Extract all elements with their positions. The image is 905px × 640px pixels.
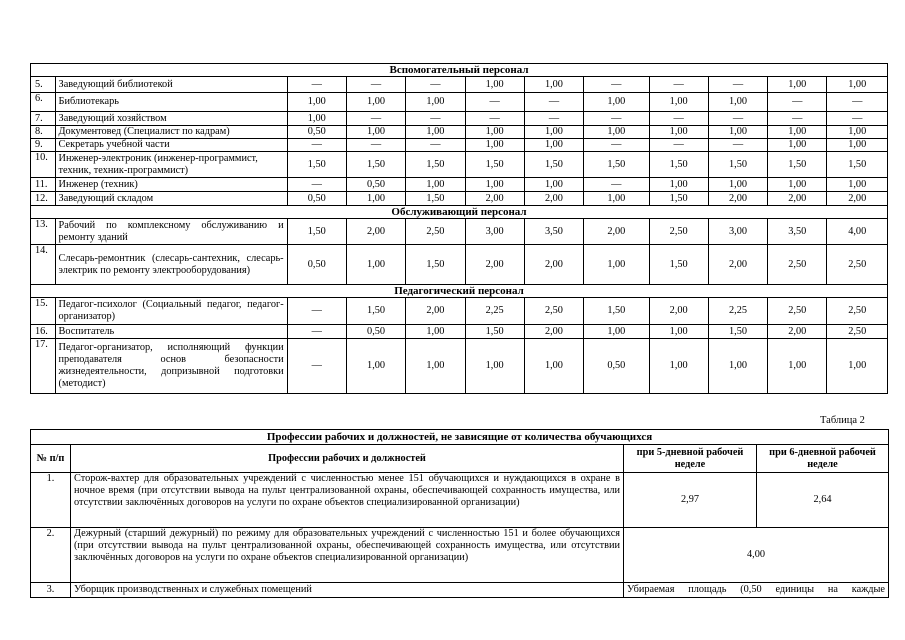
row-position: Педагог-психолог (Социальный педагог, педагог-организатор) xyxy=(55,298,287,325)
row-value: 1,00 xyxy=(406,339,465,394)
row-value: 1,00 xyxy=(768,139,827,152)
row-num: 7. xyxy=(31,112,56,126)
row-position: Слесарь-ремонтник (слесарь-сантехник, слесарь-электрик по ремонту электрооборудования) xyxy=(55,245,287,285)
table-row xyxy=(31,325,888,339)
row-value: 4,00 xyxy=(827,219,888,245)
table-row xyxy=(31,139,888,152)
row-five-day: 2,97 xyxy=(624,473,757,528)
row-value: 1,00 xyxy=(708,339,767,394)
row-value: 2,00 xyxy=(708,245,767,285)
row-num: 5. xyxy=(31,77,56,93)
row-value: 2,50 xyxy=(827,325,888,339)
row-value: — xyxy=(287,178,346,192)
section-heading: Педагогический персонал xyxy=(31,285,888,298)
row-value: 2,50 xyxy=(406,219,465,245)
row-value: 1,00 xyxy=(406,126,465,139)
row-num: 13. xyxy=(31,219,56,245)
row-value: 2,00 xyxy=(346,219,405,245)
row-text: Уборщик производственных и служебных помещений xyxy=(71,583,624,598)
row-value: 2,00 xyxy=(465,192,524,206)
row-value: 1,50 xyxy=(649,192,708,206)
row-value: 1,00 xyxy=(584,93,649,112)
staffing-table xyxy=(30,63,888,394)
table-row xyxy=(31,126,888,139)
header-num: № п/п xyxy=(31,445,71,473)
row-value: — xyxy=(287,77,346,93)
row-text: Сторож-вахтер для образовательных учреждений с численностью менее 151 обучающихся и нуждающихся в охране в ночное время (при отсутствии вывода на пульт централизованной охраны, обеспечивающей сохранность имущества, или отсутствии заключённых договоров на услуги по охране объектов специализированной организации) xyxy=(71,473,624,528)
table-row xyxy=(31,473,889,528)
row-num: 6. xyxy=(31,93,56,112)
row-value: 0,50 xyxy=(584,339,649,394)
row-num: 15. xyxy=(31,298,56,325)
section-row xyxy=(31,206,888,219)
row-num: 1. xyxy=(31,473,71,528)
row-value: 1,50 xyxy=(287,219,346,245)
row-value: 2,50 xyxy=(649,219,708,245)
staffing-table-body xyxy=(31,64,888,394)
row-value: 1,50 xyxy=(524,152,583,178)
row-value: 1,50 xyxy=(406,245,465,285)
professions-table xyxy=(30,429,889,598)
row-value: 0,50 xyxy=(287,192,346,206)
section-heading: Вспомогательный персонал xyxy=(31,64,888,77)
row-value: 2,25 xyxy=(708,298,767,325)
row-text: Дежурный (старший дежурный) по режиму для образовательных учреждений с численностью 151 и более обучающихся (при отсутствии вывода на пульт централизованной охраны, обеспечивающей сохранность имущества, или отсутствии заключённых договоров на услуги по охране объектов специализированной организации) xyxy=(71,528,624,583)
row-value: 2,00 xyxy=(649,298,708,325)
row-value: 2,50 xyxy=(827,245,888,285)
row-value: — xyxy=(649,77,708,93)
row-value: 3,50 xyxy=(768,219,827,245)
row-value: — xyxy=(827,112,888,126)
row-num: 2. xyxy=(31,528,71,583)
row-position: Библиотекарь xyxy=(55,93,287,112)
row-value: 1,50 xyxy=(465,325,524,339)
row-value: 0,50 xyxy=(346,325,405,339)
row-value: 1,00 xyxy=(465,126,524,139)
row-value: — xyxy=(768,93,827,112)
section-row xyxy=(31,285,888,298)
row-value: — xyxy=(584,178,649,192)
section-row xyxy=(31,64,888,77)
row-value: 1,00 xyxy=(287,112,346,126)
row-value: — xyxy=(524,93,583,112)
row-six-day: 2,64 xyxy=(757,473,889,528)
row-position: Воспитатель xyxy=(55,325,287,339)
row-value: 1,00 xyxy=(768,178,827,192)
row-value: 1,50 xyxy=(346,298,405,325)
row-value: 1,00 xyxy=(524,126,583,139)
row-num: 16. xyxy=(31,325,56,339)
header-five-day: при 5-дневной рабочей неделе xyxy=(624,445,757,473)
row-value: 1,50 xyxy=(584,298,649,325)
row-position: Заведующий складом xyxy=(55,192,287,206)
row-value: 2,00 xyxy=(827,192,888,206)
row-value: 1,00 xyxy=(524,178,583,192)
row-value: 1,00 xyxy=(649,93,708,112)
row-value: — xyxy=(768,112,827,126)
row-value: 1,00 xyxy=(584,192,649,206)
row-value: — xyxy=(406,77,465,93)
row-value: — xyxy=(406,139,465,152)
row-value: 1,50 xyxy=(287,152,346,178)
row-value: 1,00 xyxy=(827,77,888,93)
row-value: 1,00 xyxy=(584,126,649,139)
row-value: 1,00 xyxy=(346,93,405,112)
row-value: 2,50 xyxy=(524,298,583,325)
table-row xyxy=(31,178,888,192)
row-value: 1,00 xyxy=(708,126,767,139)
table-row xyxy=(31,583,889,598)
row-value: 1,50 xyxy=(708,325,767,339)
table-row xyxy=(31,93,888,112)
row-value: 1,00 xyxy=(287,93,346,112)
row-both-days: Убираемая площадь (0,50 единицы на каждые xyxy=(624,583,889,598)
row-value: 1,00 xyxy=(465,178,524,192)
row-value: 2,00 xyxy=(584,219,649,245)
row-value: 1,00 xyxy=(827,339,888,394)
row-value: 1,00 xyxy=(768,339,827,394)
row-value: 3,00 xyxy=(465,219,524,245)
row-value: 2,00 xyxy=(708,192,767,206)
row-value: 1,00 xyxy=(406,178,465,192)
row-value: — xyxy=(287,139,346,152)
row-value: 0,50 xyxy=(287,245,346,285)
row-value: — xyxy=(287,325,346,339)
row-value: — xyxy=(584,112,649,126)
row-num: 11. xyxy=(31,178,56,192)
row-position: Рабочий по комплексному обслуживанию и ремонту зданий xyxy=(55,219,287,245)
row-num: 14. xyxy=(31,245,56,285)
row-value: — xyxy=(708,112,767,126)
row-value: — xyxy=(465,112,524,126)
row-value: — xyxy=(827,93,888,112)
row-value: 1,50 xyxy=(708,152,767,178)
row-value: 1,50 xyxy=(584,152,649,178)
row-value: — xyxy=(346,77,405,93)
row-value: 1,00 xyxy=(768,126,827,139)
row-position: Секретарь учебной части xyxy=(55,139,287,152)
row-value: — xyxy=(346,139,405,152)
header-profession: Профессии рабочих и должностей xyxy=(71,445,624,473)
table-row xyxy=(31,77,888,93)
row-num: 3. xyxy=(31,583,71,598)
header-six-day: при 6-дневной рабочей неделе xyxy=(757,445,889,473)
row-value: 1,00 xyxy=(524,339,583,394)
row-position: Заведующий библиотекой xyxy=(55,77,287,93)
row-value: — xyxy=(346,112,405,126)
table-row xyxy=(31,112,888,126)
row-value: 0,50 xyxy=(346,178,405,192)
row-value: — xyxy=(287,339,346,394)
table-caption: Таблица 2 xyxy=(820,415,865,426)
row-value: 1,50 xyxy=(649,245,708,285)
row-value: 1,00 xyxy=(346,245,405,285)
row-value: 2,50 xyxy=(768,298,827,325)
row-position: Педагог-организатор, исполняющий функции преподавателя основ безопасности жизнедеятельности, допризывной подготовки (методист) xyxy=(55,339,287,394)
table-row xyxy=(31,298,888,325)
row-position: Инженер-электроник (инженер-программист, техник, техник-программист) xyxy=(55,152,287,178)
table-row xyxy=(31,192,888,206)
row-position: Инженер (техник) xyxy=(55,178,287,192)
row-value: 2,00 xyxy=(524,192,583,206)
row-num: 10. xyxy=(31,152,56,178)
row-num: 12. xyxy=(31,192,56,206)
row-value: — xyxy=(649,139,708,152)
row-value: — xyxy=(406,112,465,126)
table-row xyxy=(31,152,888,178)
row-value: 1,50 xyxy=(649,152,708,178)
row-value: 1,00 xyxy=(649,126,708,139)
row-value: 1,00 xyxy=(346,339,405,394)
row-value: 1,50 xyxy=(406,152,465,178)
row-value: 1,50 xyxy=(827,152,888,178)
row-value: — xyxy=(649,112,708,126)
row-value: 1,00 xyxy=(649,325,708,339)
table-row xyxy=(31,245,888,285)
row-value: 1,00 xyxy=(827,139,888,152)
row-value: — xyxy=(524,112,583,126)
row-value: 3,50 xyxy=(524,219,583,245)
row-value: 1,00 xyxy=(827,126,888,139)
row-value: 1,50 xyxy=(406,192,465,206)
row-both-days: 4,00 xyxy=(624,528,889,583)
row-position: Документовед (Специалист по кадрам) xyxy=(55,126,287,139)
row-value: 1,00 xyxy=(649,339,708,394)
table-row xyxy=(31,339,888,394)
row-num: 8. xyxy=(31,126,56,139)
row-value: 2,00 xyxy=(768,325,827,339)
row-value: 1,00 xyxy=(768,77,827,93)
row-value: 2,00 xyxy=(768,192,827,206)
row-value: — xyxy=(287,298,346,325)
row-value: — xyxy=(708,139,767,152)
row-value: 1,50 xyxy=(768,152,827,178)
row-value: 1,00 xyxy=(346,126,405,139)
row-value: 1,00 xyxy=(708,178,767,192)
row-value: — xyxy=(584,139,649,152)
row-value: 1,00 xyxy=(827,178,888,192)
row-value: 1,50 xyxy=(346,152,405,178)
row-value: 2,00 xyxy=(524,245,583,285)
row-value: 1,00 xyxy=(584,245,649,285)
row-value: 0,50 xyxy=(287,126,346,139)
row-num: 17. xyxy=(31,339,56,394)
row-value: 2,00 xyxy=(465,245,524,285)
table-row xyxy=(31,219,888,245)
row-value: 1,00 xyxy=(406,93,465,112)
row-value: 2,00 xyxy=(524,325,583,339)
section-heading: Обслуживающий персонал xyxy=(31,206,888,219)
row-value: 1,00 xyxy=(524,139,583,152)
row-value: 2,00 xyxy=(406,298,465,325)
row-value: 1,00 xyxy=(465,77,524,93)
row-value: 2,50 xyxy=(768,245,827,285)
row-position: Заведующий хозяйством xyxy=(55,112,287,126)
row-value: 1,00 xyxy=(465,339,524,394)
row-value: 1,00 xyxy=(524,77,583,93)
row-value: 1,00 xyxy=(584,325,649,339)
row-value: 1,00 xyxy=(465,139,524,152)
row-value: 1,00 xyxy=(708,93,767,112)
professions-table-title: Профессии рабочих и должностей, не зависящие от количества обучающихся xyxy=(31,430,889,445)
row-value: 2,50 xyxy=(827,298,888,325)
row-value: — xyxy=(708,77,767,93)
row-value: — xyxy=(465,93,524,112)
row-value: 1,00 xyxy=(649,178,708,192)
row-value: 1,50 xyxy=(465,152,524,178)
row-value: 1,00 xyxy=(346,192,405,206)
table-row xyxy=(31,528,889,583)
row-value: 1,00 xyxy=(406,325,465,339)
row-value: 3,00 xyxy=(708,219,767,245)
row-value: 2,25 xyxy=(465,298,524,325)
row-value: — xyxy=(584,77,649,93)
row-num: 9. xyxy=(31,139,56,152)
